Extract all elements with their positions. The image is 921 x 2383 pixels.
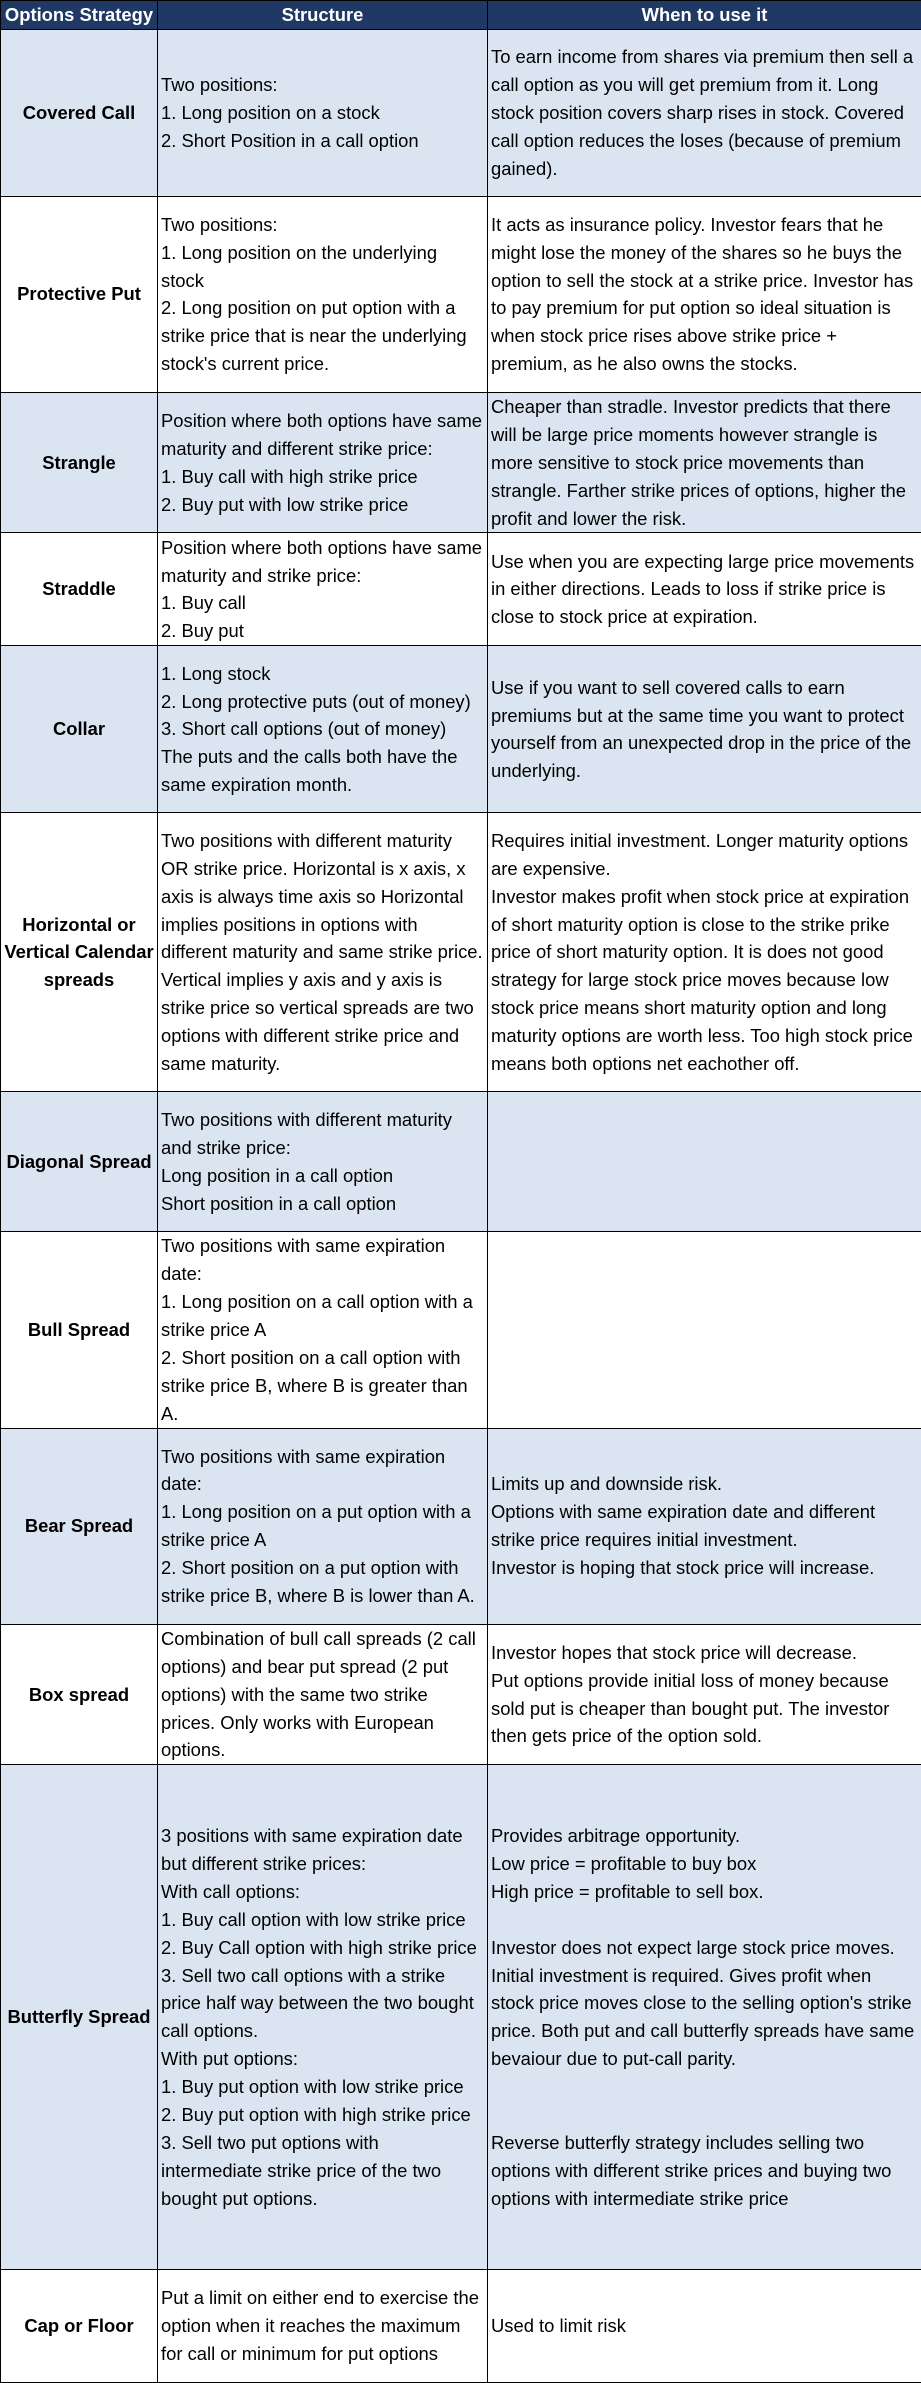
strategy-name-cell: Butterfly Spread [1,1765,158,2270]
strategy-name-cell: Diagonal Spread [1,1092,158,1232]
when-to-use-cell: Investor hopes that stock price will decrease. Put options provide initial loss of money because sold put is cheaper than bought put. The investor then gets price of the option sold. [488,1624,921,1765]
strategy-name-cell: Straddle [1,533,158,646]
table-row [1,392,921,533]
header-strategy: Options Strategy [1,1,158,30]
header-row [1,1,921,30]
structure-cell: Two positions: 1. Long position on a stock 2. Short Position in a call option [158,29,488,196]
when-to-use-cell [488,1232,921,1428]
table-row [1,2270,921,2383]
when-to-use-cell: Cheaper than stradle. Investor predicts that there will be large price moments however strangle is more sensitive to stock price movements than strangle. Farther strike prices of options, higher the profit and lower the risk. [488,392,921,533]
table-row [1,1765,921,2270]
structure-cell: Two positions with same expiration date: 1. Long position on a call option with a strike price A 2. Short position on a call option with strike price B, where B is greater than A. [158,1232,488,1428]
header-structure: Structure [158,1,488,30]
strategy-name-cell: Protective Put [1,196,158,392]
table-row [1,1428,921,1624]
when-to-use-cell: To earn income from shares via premium then sell a call option as you will get premium from it. Long stock position covers sharp rises in stock. Covered call option reduces the loses (because of premium gained). [488,29,921,196]
header-when-to-use: When to use it [488,1,921,30]
table-row [1,1232,921,1428]
when-to-use-cell: It acts as insurance policy. Investor fears that he might lose the money of the shares so he buys the option to sell the stock at a strike price. Investor has to pay premium for put option so ideal situation is when stock price rises above strike price + premium, as he also owns the stocks. [488,196,921,392]
strategy-name-cell: Collar [1,646,158,813]
strategy-name-cell: Box spread [1,1624,158,1765]
when-to-use-cell: Use when you are expecting large price movements in either directions. Leads to loss if strike price is close to stock price at expiration. [488,533,921,646]
table-row [1,646,921,813]
when-to-use-cell: Limits up and downside risk. Options with same expiration date and different strike price requires initial investment. Investor is hoping that stock price will increase. [488,1428,921,1624]
when-to-use-cell [488,1092,921,1232]
when-to-use-cell: Provides arbitrage opportunity. Low price = profitable to buy box High price = profitable to sell box. Investor does not expect large stock price moves. Initial investment is required. Gives profit when stock price moves close to the selling option's strike price. Both put and call butterfly spreads have same bevaiour due to put-call parity. Reverse butterfly strategy includes selling two options with different strike prices and buying two options with intermediate strike price [488,1765,921,2270]
structure-cell: Position where both options have same maturity and different strike price: 1. Buy call with high strike price 2. Buy put with low strike price [158,392,488,533]
structure-cell: Put a limit on either end to exercise the option when it reaches the maximum for call or minimum for put options [158,2270,488,2383]
structure-cell: Two positions with same expiration date: 1. Long position on a put option with a strike price A 2. Short position on a put option with strike price B, where B is lower than A. [158,1428,488,1624]
table-row [1,196,921,392]
structure-cell: 3 positions with same expiration date but different strike prices: With call options: 1. Buy call option with low strike price 2. Buy Call option with high strike price 3. Sell two call options with a strike price half way between the two bought call options. With put options: 1. Buy put option with low strike price 2. Buy put option with high strike price 3. Sell two put options with intermediate strike price of the two bought put options. [158,1765,488,2270]
strategy-name-cell: Bull Spread [1,1232,158,1428]
when-to-use-cell: Use if you want to sell covered calls to earn premiums but at the same time you want to protect yourself from an unexpected drop in the price of the underlying. [488,646,921,813]
strategy-name-cell: Bear Spread [1,1428,158,1624]
table-row [1,1624,921,1765]
strategy-name-cell: Horizontal or Vertical Calendar spreads [1,813,158,1092]
strategy-name-cell: Strangle [1,392,158,533]
structure-cell: Two positions with different maturity OR strike price. Horizontal is x axis, x axis is always time axis so Horizontal implies positions in options with different maturity and same strike price. Vertical implies y axis and y axis is strike price so vertical spreads are two options with different strike price and same maturity. [158,813,488,1092]
when-to-use-cell: Requires initial investment. Longer maturity options are expensive. Investor makes profit when stock price at expiration of short maturity option is close to the strike prike price of short maturity option. It is does not good strategy for large stock price moves because low stock price means short maturity option and long maturity options are worth less. Too high stock price means both options net eachother off. [488,813,921,1092]
structure-cell: 1. Long stock 2. Long protective puts (out of money) 3. Short call options (out of money) The puts and the calls both have the same expiration month. [158,646,488,813]
structure-cell: Two positions: 1. Long position on the underlying stock 2. Long position on put option with a strike price that is near the underlying stock's current price. [158,196,488,392]
when-to-use-cell: Used to limit risk [488,2270,921,2383]
table-row [1,813,921,1092]
structure-cell: Position where both options have same maturity and strike price: 1. Buy call 2. Buy put [158,533,488,646]
table-row [1,29,921,196]
structure-cell: Two positions with different maturity and strike price: Long position in a call option Short position in a call option [158,1092,488,1232]
structure-cell: Combination of bull call spreads (2 call options) and bear put spread (2 put options) with the same two strike prices. Only works with European options. [158,1624,488,1765]
table-row [1,533,921,646]
strategy-name-cell: Covered Call [1,29,158,196]
strategy-name-cell: Cap or Floor [1,2270,158,2383]
table-row [1,1092,921,1232]
